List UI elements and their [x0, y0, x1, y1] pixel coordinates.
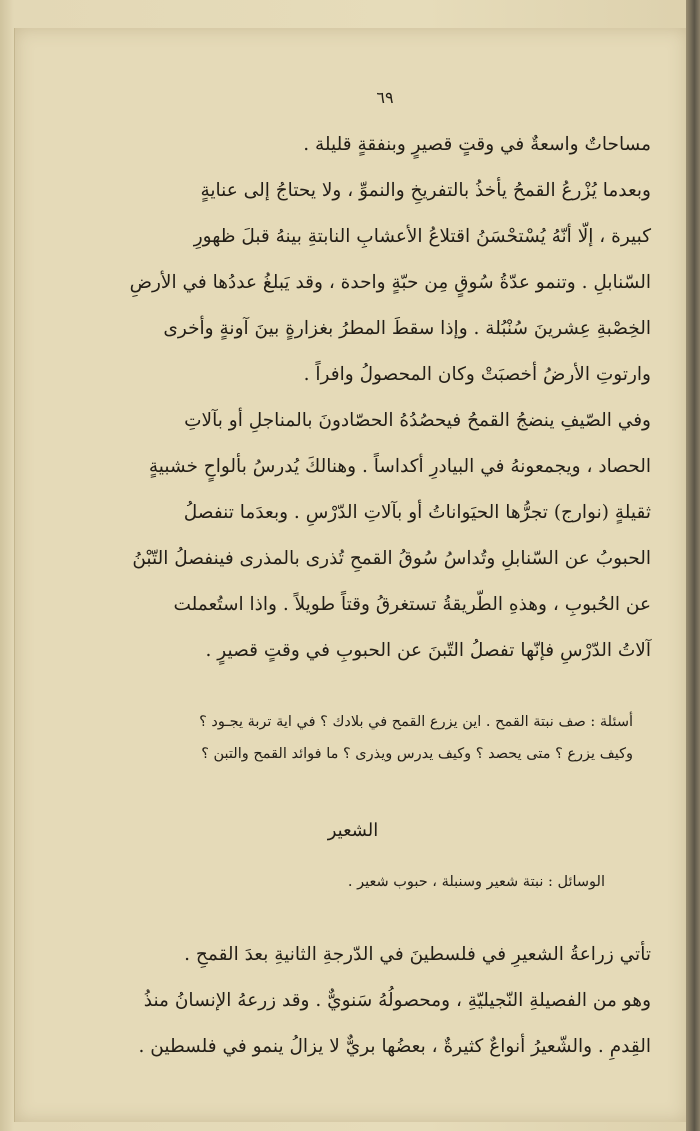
text-line: آلاتُ الدّرْسِ فإنّها تفصلُ التّبنَ عن الحبوبِ في وقتٍ قصيرٍ . — [205, 640, 651, 661]
text-line: الحصاد ، ويجمعونهُ في البيادرِ أكداساً . وهنالكَ يُدرسُ بألواحٍ خشبيةٍ — [148, 456, 651, 477]
paragraph-intro — [55, 122, 651, 168]
questions-block — [55, 706, 633, 770]
text-line: وهو من الفصيلةِ النّجيليّةِ ، ومحصولُهُ سَنويٌّ . وقد زرعهُ الإنسانُ منذُ — [143, 990, 651, 1011]
paragraph-growth — [55, 168, 651, 398]
text-line: وارتوتِ الأرضُ أخصبَتْ وكان المحصولُ وافراً . — [303, 364, 651, 385]
text-line: الخِصْبةِ عِشرينَ سُنْبُلة . وإذا سقطَ المطرُ بغزارةٍ بينَ آونةٍ وأخرى — [163, 318, 651, 339]
text-line: السّنابلِ . وتنمو عدّةُ سُوقٍ مِن حبّةٍ واحدة ، وقد يَبلغُ عددُها في الأرضِ — [129, 272, 651, 293]
text-line: ثقيلةٍ (نوارج) تجرُّها الحيَواناتُ أو بآلاتِ الدّرْسِ . وبعدَما تنفصلُ — [183, 502, 651, 523]
text-line: عن الحُبوبِ ، وهذهِ الطّريقةُ تستغرقُ وقتاً طويلاً . واذا استُعملت — [173, 594, 651, 615]
question-line: وكيف يزرع ؟ متى يحصد ؟ وكيف يدرس ويذرى ؟ ما فوائد القمح والتبن ؟ — [201, 746, 633, 762]
text-line: مساحاتٌ واسعةٌ في وقتٍ قصيرٍ وبنفقةٍ قليلة . — [303, 134, 651, 155]
page-number: ٦٩ — [376, 88, 394, 107]
paragraph-harvest — [55, 398, 651, 674]
book-page — [14, 28, 687, 1122]
paragraph-barley — [55, 932, 651, 1070]
question-line: أسئلة : صف نبتة القمح . اين يزرع القمح في بلادك ؟ في اية تربة يجـود ؟ — [199, 714, 633, 730]
text-line: الحبوبُ عن السّنابلِ وتُداسُ سُوقُ القمحِ تُذرى بالمذرى فينفصلُ التّبْنُ — [132, 548, 651, 569]
section-heading: الشعير — [327, 820, 379, 841]
materials-line: الوسائل : نبتة شعير وسنبلة ، حبوب شعير . — [347, 874, 605, 890]
text-line: القِدمِ . والشّعيرُ أنواعٌ كثيرةٌ ، بعضُها بريٌّ لا يزالُ ينمو في فلسطين . — [138, 1036, 651, 1057]
book-spine — [686, 0, 700, 1131]
text-line: كبيرة ، إلّا أنّهُ يُسْتحْسَنُ اقتلاعُ الأعشابِ النابتةِ بينهُ قبلَ ظهورِ — [193, 226, 651, 247]
text-line: وبعدما يُزْرعُ القمحُ يأخذُ بالتفريخِ والنموِّ ، ولا يحتاجُ إلى عنايةٍ — [200, 180, 651, 201]
text-line: وفي الصّيفِ ينضجُ القمحُ فيحصُدُهُ الحصّادونَ بالمناجلِ أو بآلاتِ — [184, 410, 651, 431]
text-line: تأتي زراعةُ الشعيرِ في فلسطينَ في الدّرجةِ الثانيةِ بعدَ القمحِ . — [184, 944, 651, 965]
